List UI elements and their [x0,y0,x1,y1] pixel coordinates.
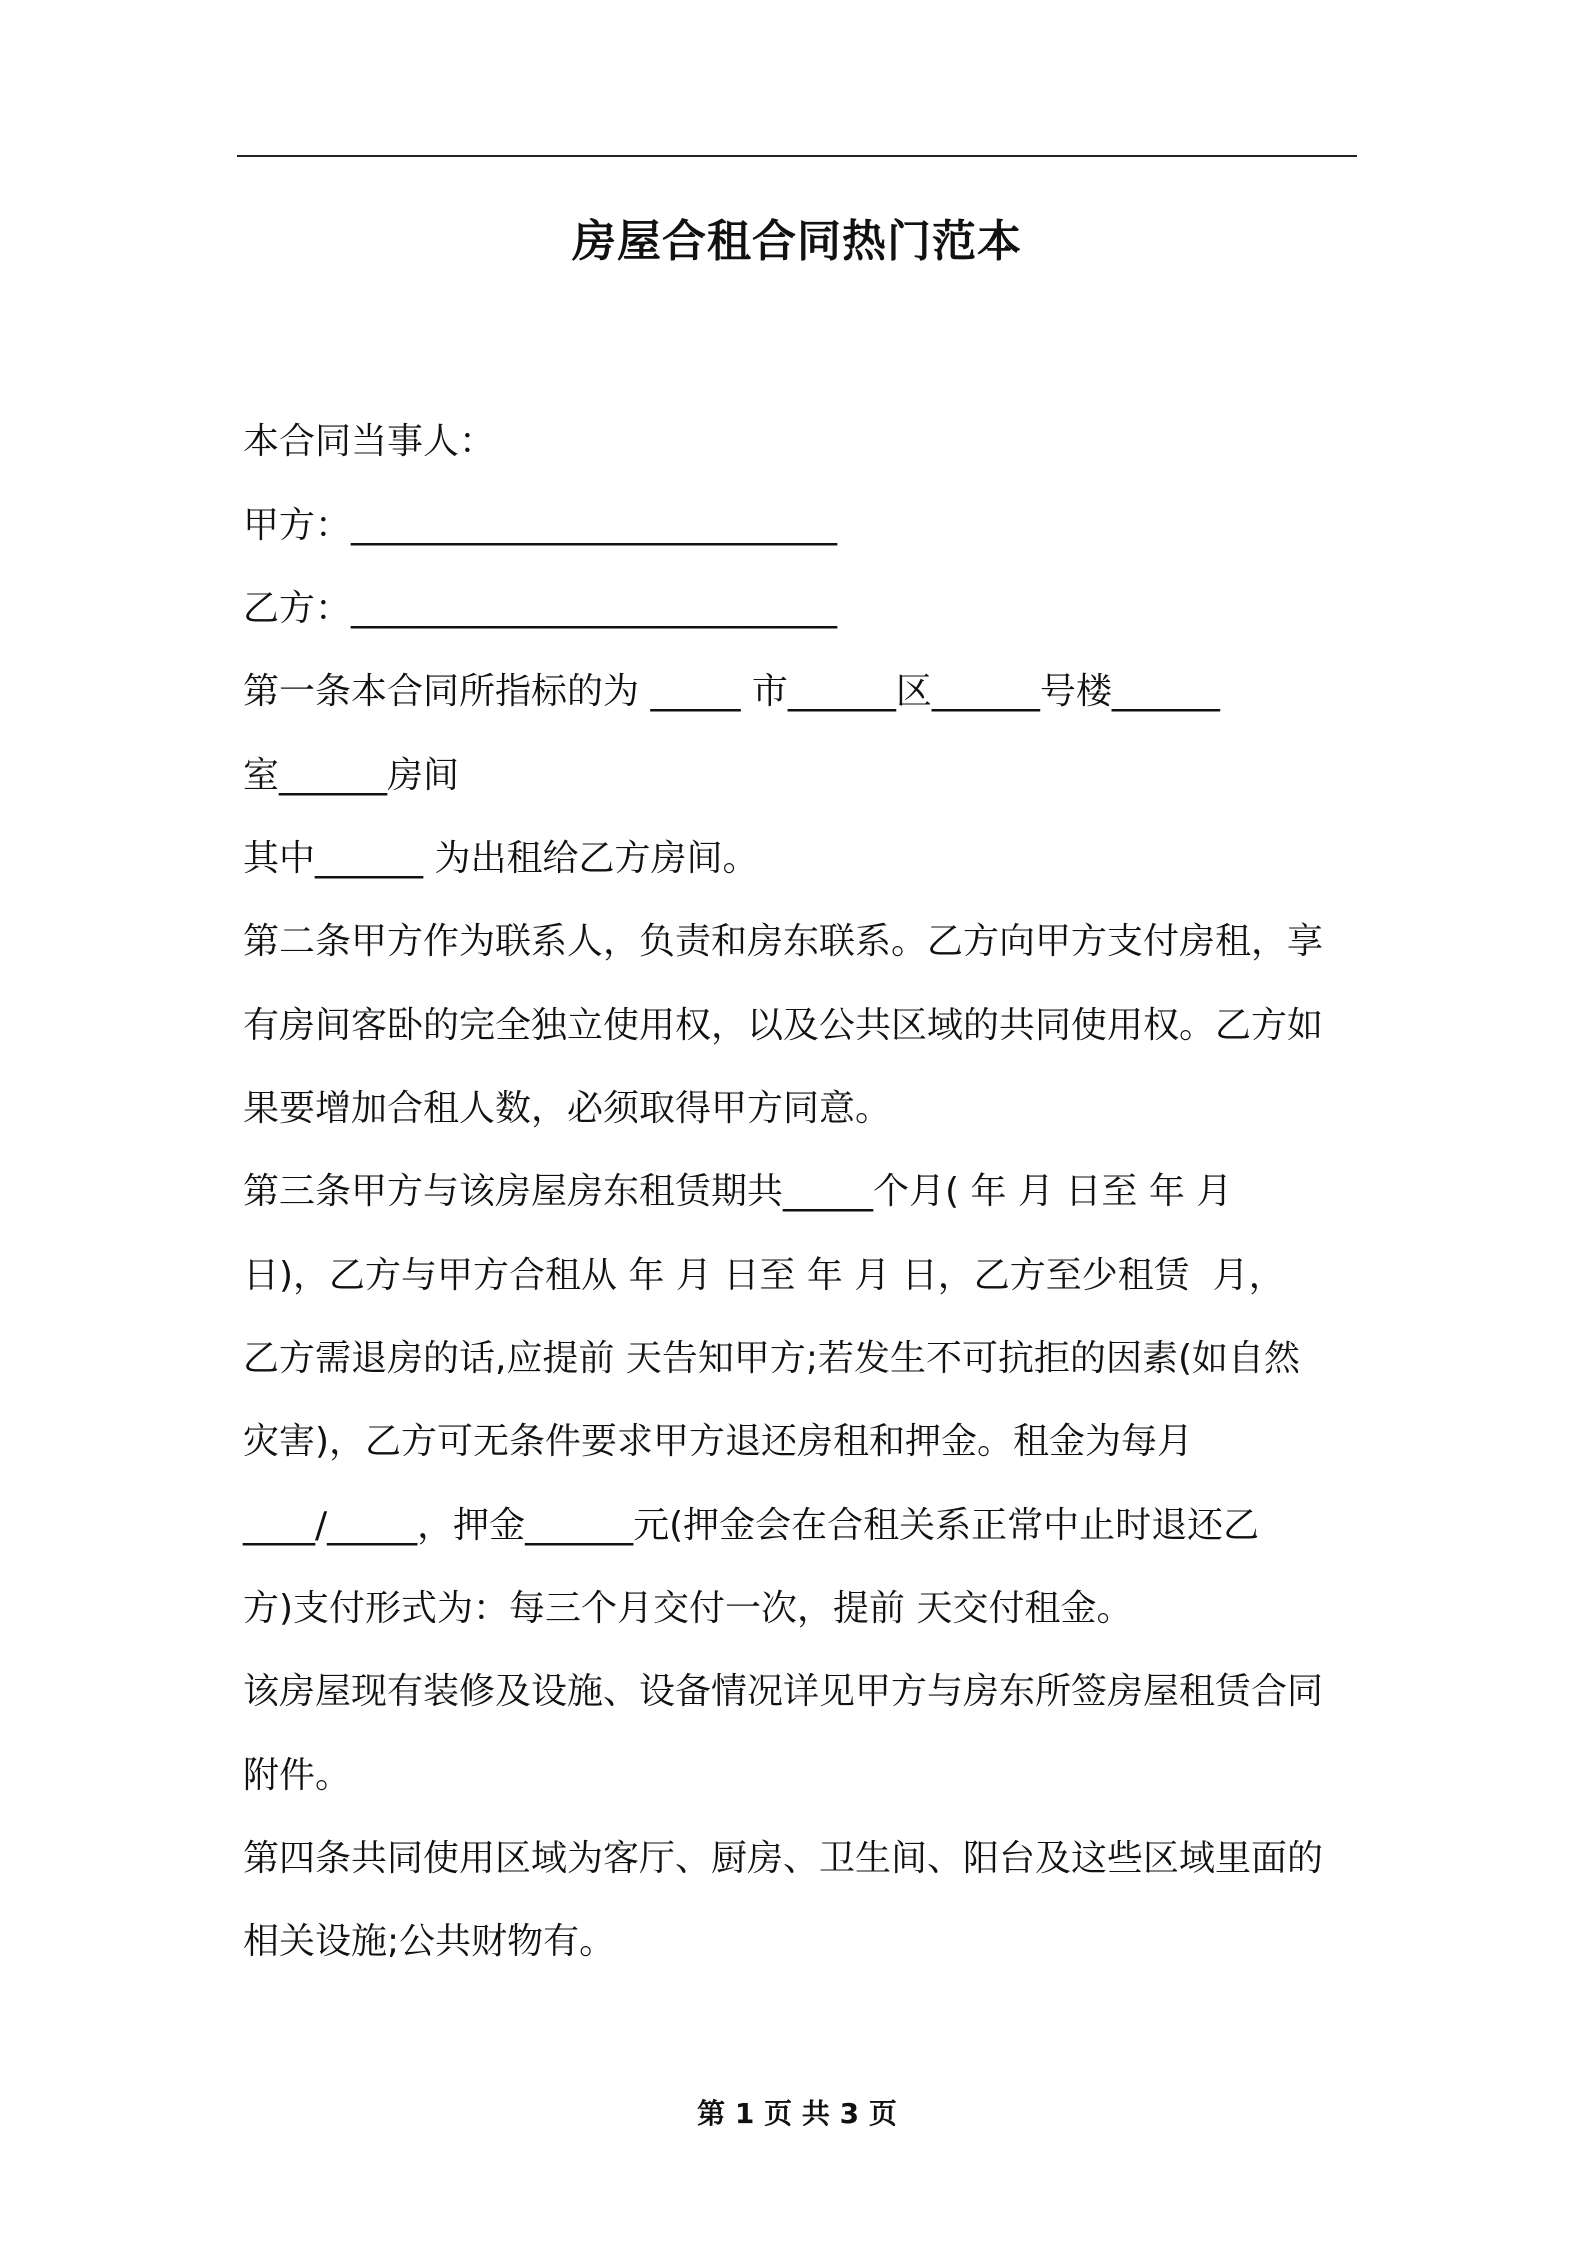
article-2-line-1: 第二条甲方作为联系人，负责和房东联系。乙方向甲方支付房租，享 [243,921,1324,962]
article-2-line-2: 有房间客卧的完全独立使用权，以及公共区域的共同使用权。乙方如 [243,1005,1324,1046]
article-1-line-2: 室______房间 [243,755,460,796]
facilities-line-2: 附件。 [243,1755,352,1796]
parties-heading: 本合同当事人： [243,421,496,462]
article-1-line-3: 其中______ 为出租给乙方房间。 [243,838,759,879]
article-3-line-6: 方)支付形式为：每三个月交付一次，提前 天交付租金。 [243,1588,1133,1629]
article-3-line-4: 灾害)，乙方可无条件要求甲方退还房租和押金。租金为每月 [243,1421,1194,1462]
article-4-line-2: 相关设施;公共财物有。 [243,1921,616,1962]
article-3-line-2: 日)，乙方与甲方合租从 年 月 日至 年 月 日，乙方至少租赁 月， [243,1255,1285,1296]
page-footer: 第 1 页 共 3 页 [697,2097,897,2130]
article-3-line-3: 乙方需退房的话,应提前 天告知甲方;若发生不可抗拒的因素(如自然 [243,1338,1301,1379]
document-title: 房屋合租合同热门范本 [572,216,1022,267]
article-2-line-3: 果要增加合租人数，必须取得甲方同意。 [243,1088,892,1129]
header-rule [237,155,1357,157]
article-1-line-1: 第一条本合同所指标的为 _____ 市______区______号楼______ [243,671,1220,712]
facilities-line-1: 该房屋现有装修及设施、设备情况详见甲方与房东所签房屋租赁合同 [243,1671,1324,1712]
article-3-line-1: 第三条甲方与该房屋房东租赁期共_____个月( 年 月 日至 年 月 [243,1171,1233,1212]
article-3-line-5: ____/_____，押金______元(押金会在合租关系正常中止时退还乙 [243,1505,1260,1546]
article-4-line-1: 第四条共同使用区域为客厅、厨房、卫生间、阳台及这些区域里面的 [243,1838,1324,1879]
party-a-line: 甲方：___________________________ [243,505,838,546]
party-b-line: 乙方：___________________________ [243,588,838,629]
